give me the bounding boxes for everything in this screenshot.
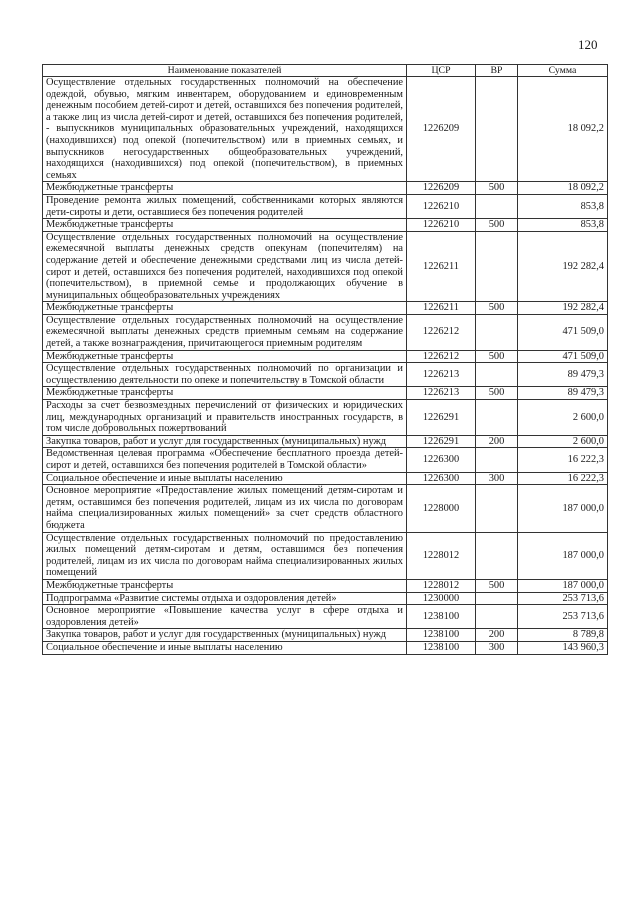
row-csr-cell: 1226212 bbox=[407, 350, 476, 363]
row-name-cell: Осуществление отдельных государственных полномочий по организации и осуществлению деятельности по опеке и попечительству в Томской области bbox=[43, 363, 407, 387]
row-name-cell: Основное мероприятие «Повышение качества услуг в сфере отдыха и оздоровления детей» bbox=[43, 605, 407, 629]
row-name-cell: Закупка товаров, работ и услуг для государственных (муниципальных) нужд bbox=[43, 435, 407, 448]
row-csr-cell: 1226210 bbox=[407, 219, 476, 232]
row-sum-cell: 471 509,0 bbox=[518, 350, 608, 363]
row-sum-cell: 2 600,0 bbox=[518, 400, 608, 436]
row-name-cell: Межбюджетные трансферты bbox=[43, 182, 407, 195]
table-row bbox=[43, 314, 608, 350]
row-vr-cell: 300 bbox=[476, 641, 518, 654]
row-sum-cell: 143 960,3 bbox=[518, 641, 608, 654]
row-vr-cell: 500 bbox=[476, 350, 518, 363]
row-name-cell: Осуществление отдельных государственных полномочий на осуществление ежемесячной выплаты денежных средств приемным семьям на содержание детей, а также вознаграждения, причитающегося приемным родителям bbox=[43, 314, 407, 350]
row-name-cell: Осуществление отдельных государственных полномочий на обеспечение одеждой, обувью, мягким инвентарем, оборудованием и единовременным денежным пособием детей-сирот и детей, оставшихся без попечения родителей, а также лиц из числа детей-сирот и детей, оставшихся без попечения родителей, - выпускников муниципальных образовательных учреждений, находящихся (находившихся) под опекой (попечительством) или в приемных семьях, и выпускников негосударственных общеобразовательных учреждений, находящихся (находившихся) под опекой (попечительством), в приемных семьях bbox=[43, 77, 407, 182]
table-row bbox=[43, 605, 608, 629]
row-vr-cell bbox=[476, 231, 518, 302]
row-vr-cell: 300 bbox=[476, 472, 518, 485]
row-name-cell: Осуществление отдельных государственных полномочий по предоставлению жилых помещений детям-сиротам и детям, оставшимся без попечения родителей, лицам из их числа по договорам найма специализированных жилых помещений bbox=[43, 532, 407, 579]
row-name-cell: Межбюджетные трансферты bbox=[43, 219, 407, 232]
table-row bbox=[43, 77, 608, 182]
row-sum-cell: 18 092,2 bbox=[518, 77, 608, 182]
table-row bbox=[43, 363, 608, 387]
row-sum-cell: 187 000,0 bbox=[518, 532, 608, 579]
header-name: Наименование показателей bbox=[43, 65, 407, 77]
row-csr-cell: 1226209 bbox=[407, 182, 476, 195]
table-body bbox=[43, 77, 608, 655]
row-csr-cell: 1226209 bbox=[407, 77, 476, 182]
row-csr-cell: 1226300 bbox=[407, 448, 476, 472]
row-name-cell: Проведение ремонта жилых помещений, собственниками которых являются дети-сироты и дети, оставшиеся без попечения родителей bbox=[43, 194, 407, 218]
row-csr-cell: 1238100 bbox=[407, 629, 476, 642]
table-row bbox=[43, 579, 608, 592]
row-sum-cell: 192 282,4 bbox=[518, 302, 608, 315]
row-sum-cell: 853,8 bbox=[518, 194, 608, 218]
row-vr-cell bbox=[476, 605, 518, 629]
row-sum-cell: 89 479,3 bbox=[518, 387, 608, 400]
row-csr-cell: 1238100 bbox=[407, 605, 476, 629]
row-name-cell: Межбюджетные трансферты bbox=[43, 579, 407, 592]
row-name-cell: Межбюджетные трансферты bbox=[43, 350, 407, 363]
table-row bbox=[43, 387, 608, 400]
row-csr-cell: 1226210 bbox=[407, 194, 476, 218]
row-sum-cell: 2 600,0 bbox=[518, 435, 608, 448]
table-row bbox=[43, 472, 608, 485]
budget-table bbox=[42, 64, 608, 655]
row-vr-cell: 500 bbox=[476, 387, 518, 400]
row-csr-cell: 1228012 bbox=[407, 532, 476, 579]
table-row bbox=[43, 400, 608, 436]
row-csr-cell: 1226213 bbox=[407, 387, 476, 400]
table-row bbox=[43, 448, 608, 472]
row-vr-cell bbox=[476, 592, 518, 605]
row-vr-cell bbox=[476, 194, 518, 218]
row-csr-cell: 1226291 bbox=[407, 400, 476, 436]
table-row bbox=[43, 350, 608, 363]
row-sum-cell: 18 092,2 bbox=[518, 182, 608, 195]
row-vr-cell bbox=[476, 400, 518, 436]
row-vr-cell: 500 bbox=[476, 302, 518, 315]
row-vr-cell: 500 bbox=[476, 219, 518, 232]
page-number: 120 bbox=[578, 37, 598, 52]
row-vr-cell bbox=[476, 448, 518, 472]
row-csr-cell: 1226213 bbox=[407, 363, 476, 387]
row-name-cell: Подпрограмма «Развитие системы отдыха и оздоровления детей» bbox=[43, 592, 407, 605]
table-row bbox=[43, 641, 608, 654]
row-name-cell: Закупка товаров, работ и услуг для государственных (муниципальных) нужд bbox=[43, 629, 407, 642]
row-sum-cell: 187 000,0 bbox=[518, 485, 608, 532]
table-row bbox=[43, 629, 608, 642]
row-sum-cell: 187 000,0 bbox=[518, 579, 608, 592]
row-sum-cell: 471 509,0 bbox=[518, 314, 608, 350]
table-row bbox=[43, 231, 608, 302]
header-vr: ВР bbox=[476, 65, 518, 77]
row-sum-cell: 192 282,4 bbox=[518, 231, 608, 302]
row-vr-cell bbox=[476, 77, 518, 182]
row-sum-cell: 16 222,3 bbox=[518, 448, 608, 472]
row-sum-cell: 853,8 bbox=[518, 219, 608, 232]
row-name-cell: Осуществление отдельных государственных полномочий на осуществление ежемесячной выплаты денежных средств опекунам (попечителям) на содержание детей и обеспечение денежными средствами лиц из числа детей-сирот и детей, оставшихся без попечения родителей, находившихся под опекой (попечительством), в приемной семье и продолжающих обучение в муниципальных общеобразовательных учреждениях bbox=[43, 231, 407, 302]
row-vr-cell: 200 bbox=[476, 629, 518, 642]
row-name-cell: Расходы за счет безвозмездных перечислений от физических и юридических лиц, международных организаций и правительств иностранных государств, в том числе добровольных пожертвований bbox=[43, 400, 407, 436]
table-row bbox=[43, 592, 608, 605]
row-sum-cell: 89 479,3 bbox=[518, 363, 608, 387]
row-name-cell: Межбюджетные трансферты bbox=[43, 302, 407, 315]
row-csr-cell: 1226212 bbox=[407, 314, 476, 350]
table-row bbox=[43, 485, 608, 532]
row-vr-cell bbox=[476, 363, 518, 387]
table-row bbox=[43, 532, 608, 579]
row-csr-cell: 1226211 bbox=[407, 231, 476, 302]
table-row bbox=[43, 194, 608, 218]
row-vr-cell bbox=[476, 314, 518, 350]
row-vr-cell bbox=[476, 485, 518, 532]
row-sum-cell: 16 222,3 bbox=[518, 472, 608, 485]
row-sum-cell: 253 713,6 bbox=[518, 592, 608, 605]
row-vr-cell bbox=[476, 532, 518, 579]
header-csr: ЦСР bbox=[407, 65, 476, 77]
table-row bbox=[43, 219, 608, 232]
row-csr-cell: 1226291 bbox=[407, 435, 476, 448]
row-name-cell: Ведомственная целевая программа «Обеспечение бесплатного проезда детей-сирот и детей, оставшихся без попечения родителей в Томской области» bbox=[43, 448, 407, 472]
header-sum: Сумма bbox=[518, 65, 608, 77]
row-csr-cell: 1230000 bbox=[407, 592, 476, 605]
row-name-cell: Межбюджетные трансферты bbox=[43, 387, 407, 400]
table-header-row bbox=[43, 65, 608, 77]
row-sum-cell: 8 789,8 bbox=[518, 629, 608, 642]
row-name-cell: Социальное обеспечение и иные выплаты населению bbox=[43, 641, 407, 654]
row-vr-cell: 500 bbox=[476, 182, 518, 195]
row-csr-cell: 1228000 bbox=[407, 485, 476, 532]
table-row bbox=[43, 302, 608, 315]
table-row bbox=[43, 182, 608, 195]
row-sum-cell: 253 713,6 bbox=[518, 605, 608, 629]
row-name-cell: Основное мероприятие «Предоставление жилых помещений детям-сиротам и детям, оставшимся без попечения родителей, лицам из их числа по договорам найма специализированных жилых помещений» за счет средств областного бюджета bbox=[43, 485, 407, 532]
table-row bbox=[43, 435, 608, 448]
row-csr-cell: 1228012 bbox=[407, 579, 476, 592]
row-csr-cell: 1226300 bbox=[407, 472, 476, 485]
row-name-cell: Социальное обеспечение и иные выплаты населению bbox=[43, 472, 407, 485]
row-vr-cell: 200 bbox=[476, 435, 518, 448]
row-vr-cell: 500 bbox=[476, 579, 518, 592]
row-csr-cell: 1238100 bbox=[407, 641, 476, 654]
row-csr-cell: 1226211 bbox=[407, 302, 476, 315]
